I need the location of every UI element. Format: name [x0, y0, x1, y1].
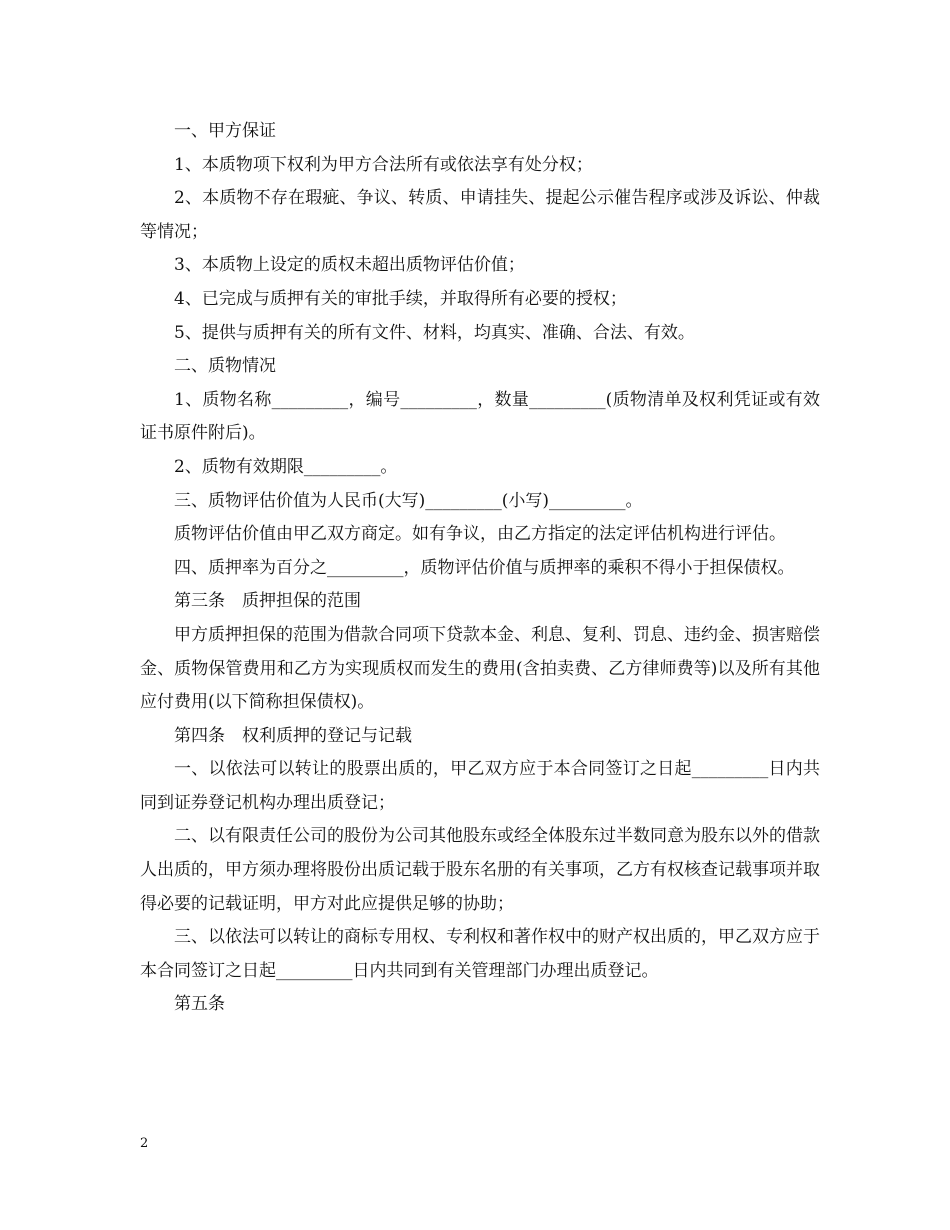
page-number: 2 — [140, 1136, 149, 1151]
guarantee-item-5: 5、提供与质押有关的所有文件、材料，均真实、准确、合法、有效。 — [174, 322, 695, 343]
article-4-item-3: 三、以依法可以转让的商标专用权、专利权和著作权中的财产权出质的，甲乙双方应于本合同签订之日起_________日内共同到有关管理部门办理出质登记。 — [140, 927, 820, 981]
pledge-status-item-2: 2、质物有效期限_________。 — [174, 456, 398, 477]
guarantee-item-1: 1、本质物项下权利为甲方合法所有或依法享有处分权； — [174, 154, 593, 175]
pledge-valuation-clause: 三、质物评估价值为人民币(大写)_________(小写)_________。 — [174, 490, 643, 511]
section-heading-pledge-status: 二、质物情况 — [174, 356, 276, 377]
article-4-heading: 第四条 权利质押的登记与记载 — [174, 725, 412, 746]
pledge-status-item-1: 1、质物名称_________，编号_________，数量_________(质物清单及权利凭证或有效证书原件附后)。 — [140, 389, 820, 444]
article-4-item-2: 二、以有限责任公司的股份为公司其他股东或经全体股东过半数同意为股东以外的借款人出质的，甲方须办理将股份出质记载于股东名册的有关事项，乙方有权核查记载事项并取得必要的记载证明，甲方对此应提供足够的协助； — [140, 826, 820, 914]
guarantee-item-2: 2、本质物不存在瑕疵、争议、转质、申请挂失、提起公示催告程序或涉及诉讼、仲裁等情况； — [140, 188, 820, 242]
guarantee-item-4: 4、已完成与质押有关的审批手续，并取得所有必要的授权； — [174, 288, 627, 309]
article-4-item-1: 一、以依法可以转让的股票出质的，甲乙双方应于本合同签订之日起_________日内共同到证券登记机构办理出质登记； — [140, 759, 820, 813]
pledge-rate-clause: 四、质押率为百分之_________，质物评估价值与质押率的乘积不得小于担保债权。 — [174, 557, 795, 578]
article-5-heading: 第五条 — [174, 994, 225, 1015]
section-heading-party-a-guarantee: 一、甲方保证 — [174, 121, 276, 141]
article-3-body: 甲方质押担保的范围为借款合同项下贷款本金、利息、复利、罚息、违约金、损害赔偿金、质物保管费用和乙方为实现质权而发生的费用(含拍卖费、乙方律师费等)以及所有其他应付费用(以下简称担保债权)。 — [140, 624, 820, 713]
article-3-heading: 第三条 质押担保的范围 — [174, 591, 361, 612]
guarantee-item-3: 3、本质物上设定的质权未超出质物评估价值； — [174, 255, 525, 276]
pledge-valuation-dispute: 质物评估价值由甲乙双方商定。如有争议，由乙方指定的法定评估机构进行评估。 — [174, 524, 786, 545]
document-body — [140, 115, 820, 1022]
